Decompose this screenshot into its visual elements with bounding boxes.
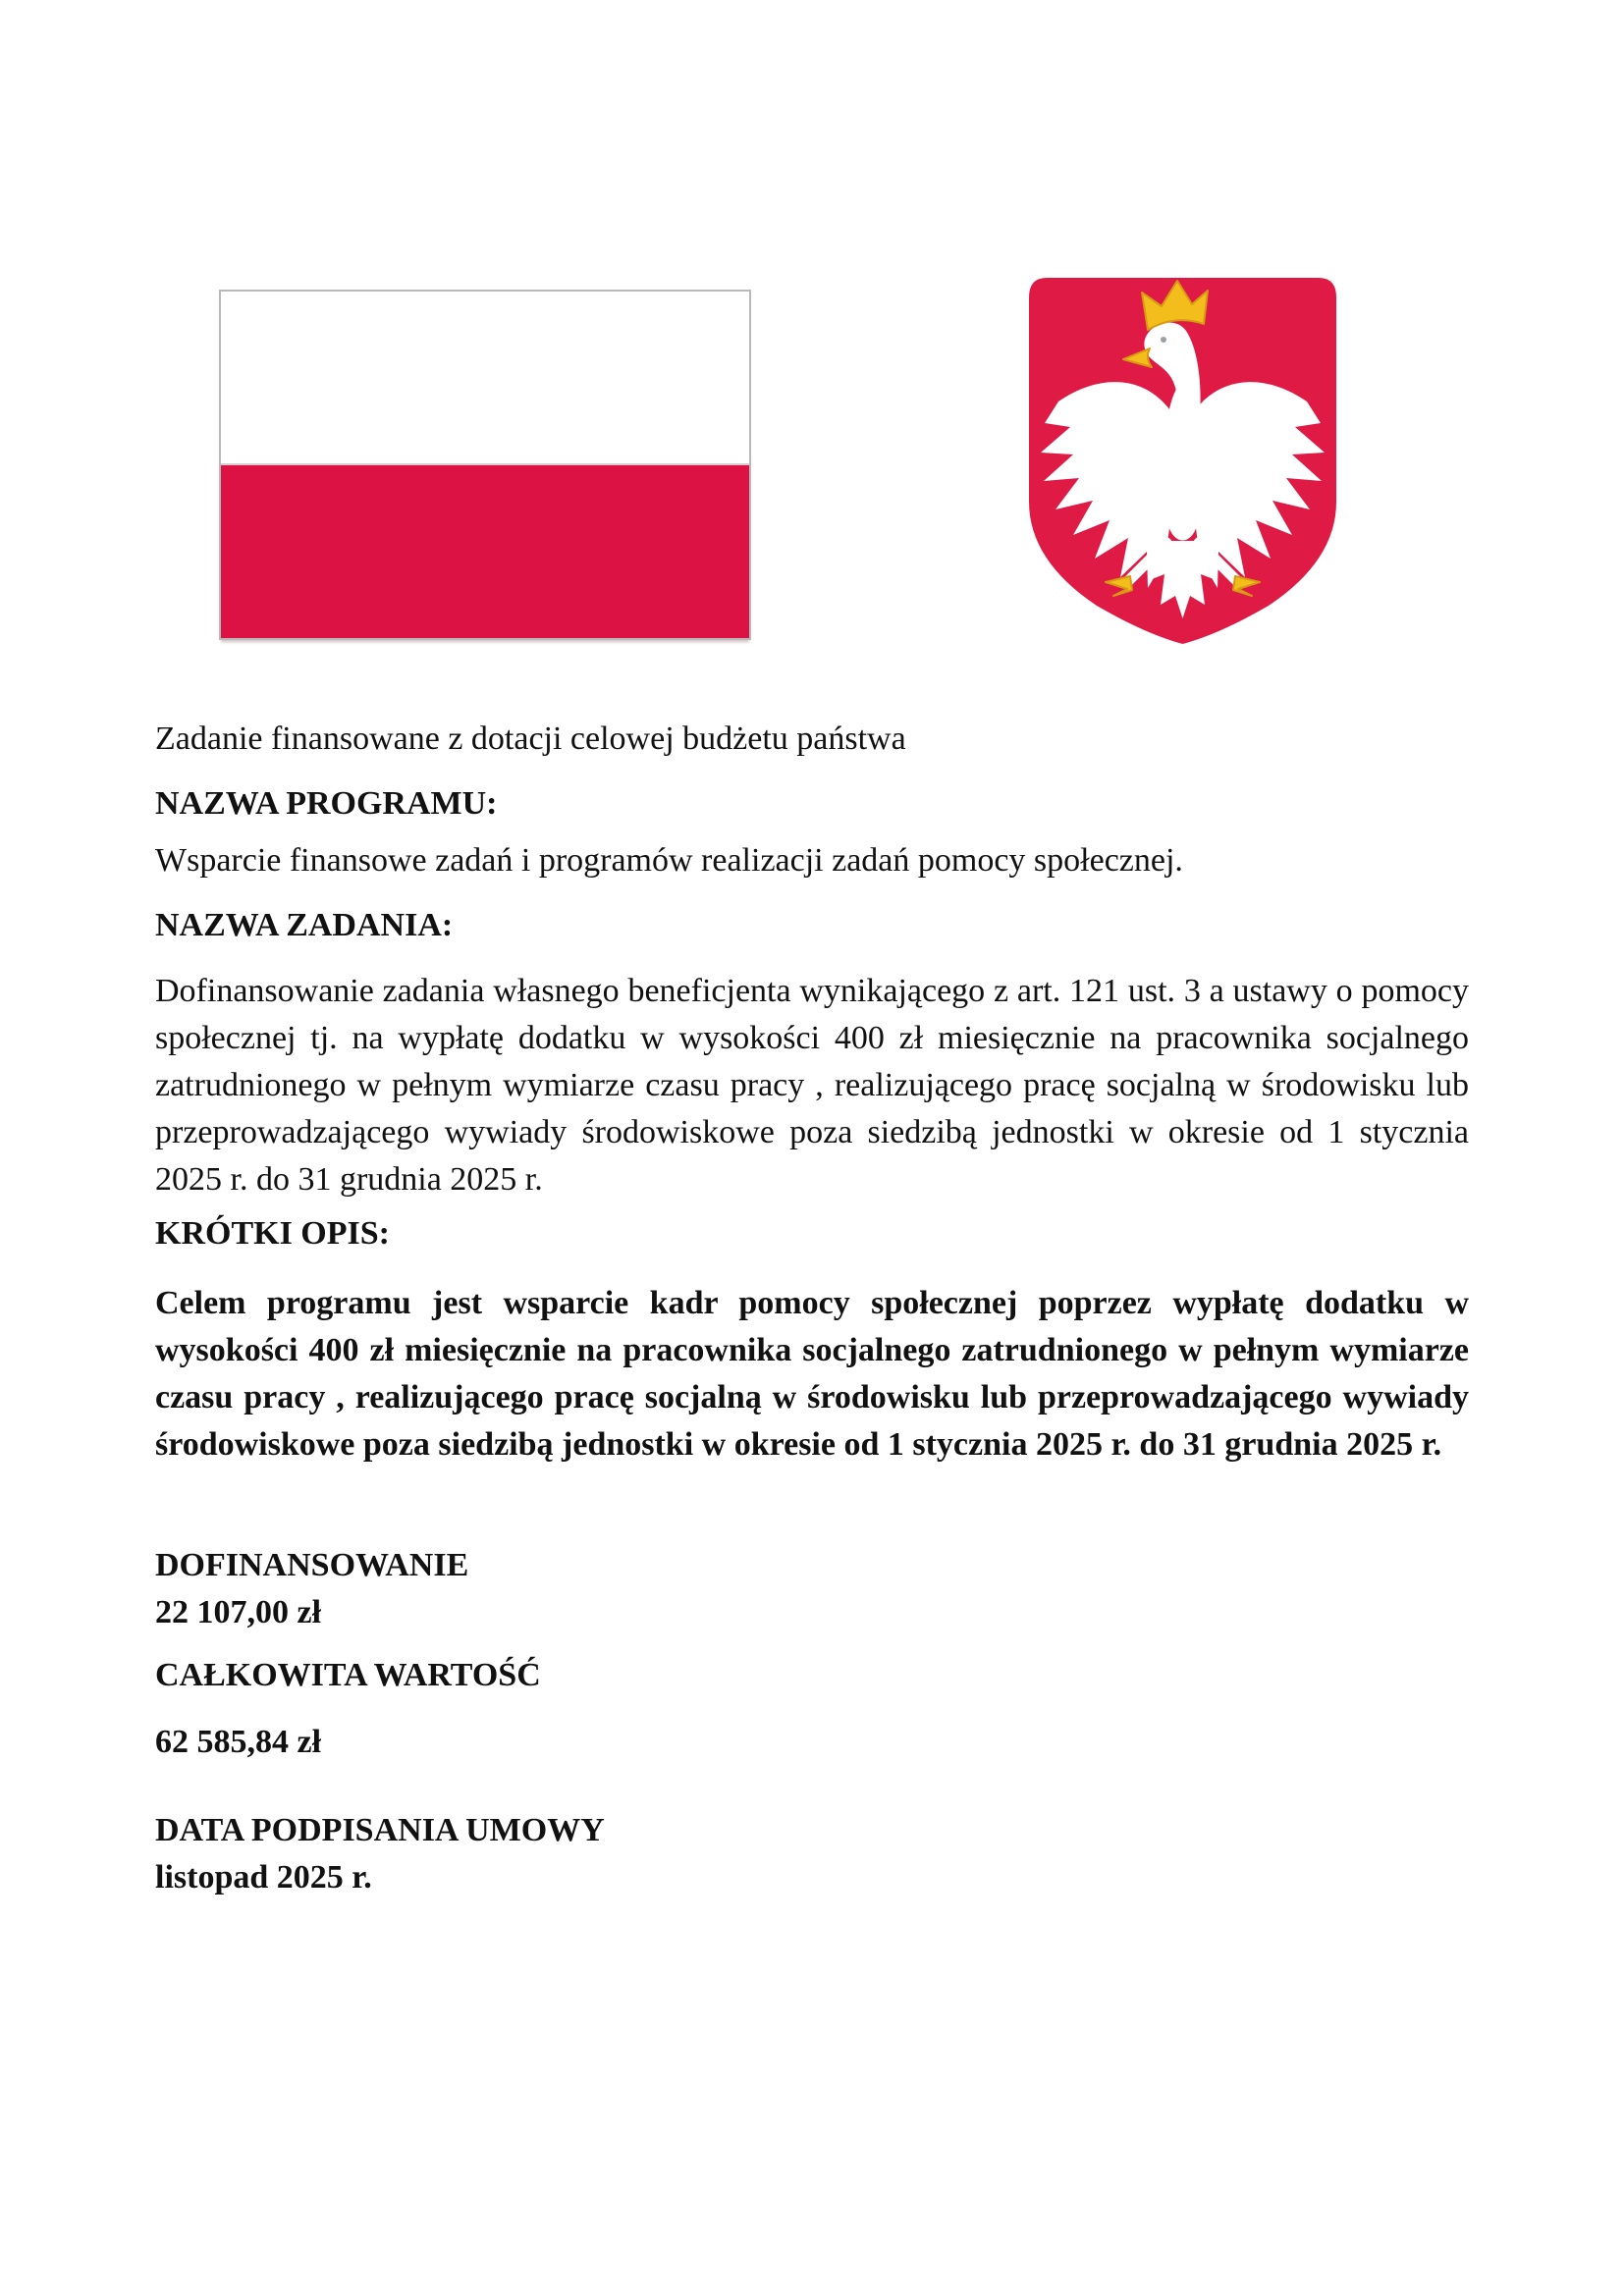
signing-date-heading: DATA PODPISANIA UMOWY — [155, 1812, 605, 1848]
document-body — [155, 716, 1469, 1901]
flag-red-stripe — [221, 465, 749, 639]
task-description-text: Dofinansowanie zadania własnego beneficjenta wynikającego z art. 121 ust. 3 a ustawy o pomocy społecznej tj. na wypłatę dodatku w wysokości 400 zł miesięcznie na pracownika socjalnego zatrudnionego w pełnym wymiarze czasu pracy , realizującego pracę socjalną w środowisku lub przeprowadzającego wywiady środowiskowe poza siedzibą jednostki w okresie od 1 stycznia 2025 r. do 31 grudnia 2025 r. — [155, 973, 1469, 1198]
short-description-text: Celem programu jest wsparcie kadr pomocy społecznej poprzez wypłatę dodatku w wysokości 400 zł miesięcznie na pracownika socjalnego zatrudnionego w pełnym wymiarze czasu pracy , realizującego pracę socjalną w środowisku lub przeprowadzającego wywiady środowiskowe poza siedzibą jednostki w okresie od 1 stycznia 2025 r. do 31 grudnia 2025 r. — [155, 1285, 1469, 1463]
flag-white-stripe — [221, 292, 749, 465]
signing-date-value: listopad 2025 r. — [155, 1859, 372, 1896]
program-name-text: Wsparcie finansowe zadań i programów realizacji zadań pomocy społecznej. — [155, 842, 1183, 879]
short-description-heading: KRÓTKI OPIS: — [155, 1215, 390, 1252]
funding-heading: DOFINANSOWANIE — [155, 1547, 469, 1583]
eagle-eye — [1161, 337, 1166, 343]
task-name-heading: NAZWA ZADANIA: — [155, 907, 454, 943]
signing-date-block — [155, 1807, 1469, 1901]
total-value-amount: 62 585,84 zł — [155, 1724, 322, 1760]
program-name-heading: NAZWA PROGRAMU: — [155, 785, 498, 822]
poland-coat-of-arms-icon — [1017, 268, 1348, 655]
funding-block — [155, 1542, 1469, 1636]
funding-amount: 22 107,00 zł — [155, 1594, 322, 1630]
funding-note: Zadanie finansowane z dotacji celowej budżetu państwa — [155, 721, 906, 757]
total-value-heading: CAŁKOWITA WARTOŚĆ — [155, 1657, 541, 1693]
poland-flag-icon — [219, 290, 751, 640]
